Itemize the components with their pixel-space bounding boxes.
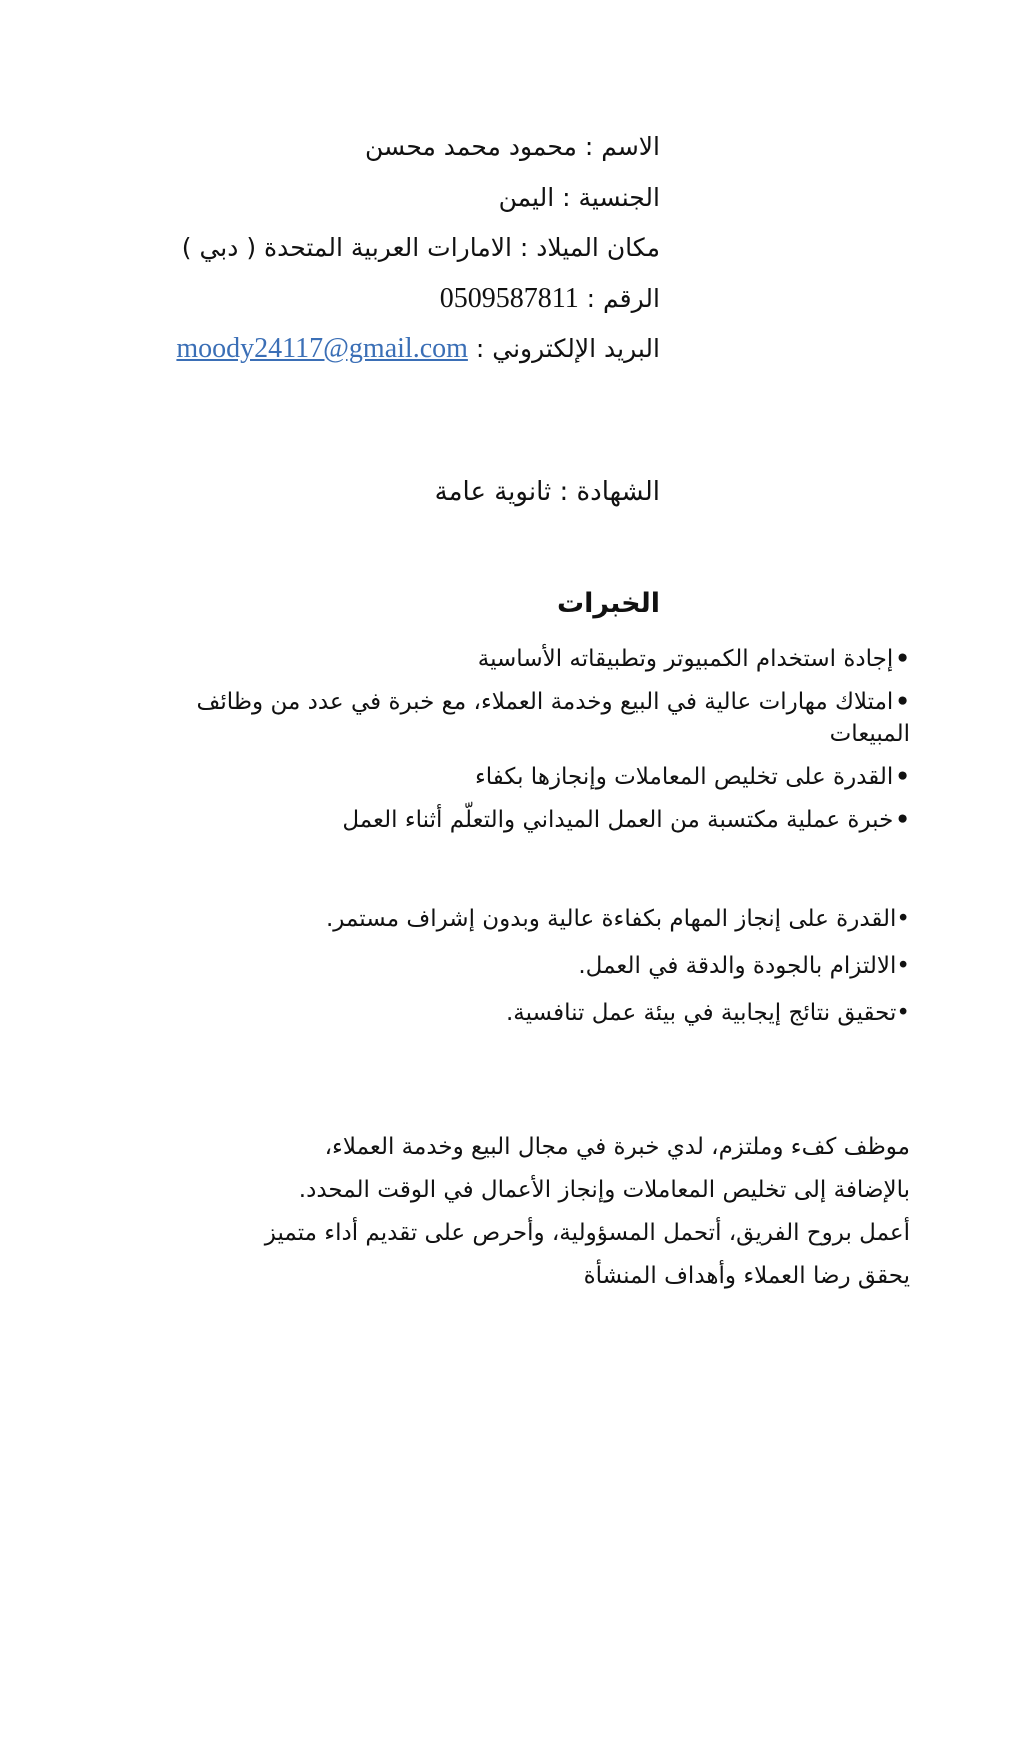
experience-list — [120, 643, 910, 847]
nationality-row — [120, 173, 660, 224]
list-item-text: امتلاك مهارات عالية في البيع وخدمة العملاء، مع خبرة في عدد من وظائف المبيعات — [196, 689, 910, 747]
certificate-value: ثانوية عامة — [434, 477, 552, 507]
birthplace-row — [120, 223, 660, 274]
bullet-icon: • — [896, 953, 910, 979]
bullet-icon: • — [896, 906, 910, 932]
list-item — [120, 997, 910, 1029]
personal-info — [120, 122, 660, 375]
list-item — [120, 686, 910, 750]
name-label: الاسم — [601, 132, 660, 161]
birthplace-value: الامارات العربية المتحدة ( دبي ) — [181, 233, 512, 262]
list-item-text: الالتزام بالجودة والدقة في العمل. — [578, 953, 897, 979]
phone-value: 0509587811 — [439, 282, 579, 314]
certificate-label: الشهادة — [576, 477, 660, 507]
list-item-text: تحقيق نتائج إيجابية في بيئة عمل تنافسية. — [505, 1000, 897, 1026]
list-item — [120, 903, 910, 935]
experience-list-secondary — [120, 903, 910, 1044]
certificate-separator: : — [551, 477, 577, 507]
nationality-label: الجنسية — [578, 182, 660, 212]
email-link[interactable]: moody24117@gmail.com — [176, 333, 468, 364]
list-item — [120, 643, 910, 675]
phone-label: الرقم — [603, 283, 660, 313]
email-label: البريد الإلكتروني — [492, 334, 660, 363]
summary-paragraph — [150, 1131, 910, 1303]
bullet-icon: • — [895, 764, 910, 790]
list-item-text: خبرة عملية مكتسبة من العمل الميداني والتعلّم أثناء العمل — [342, 807, 894, 833]
bullet-icon: • — [896, 1000, 910, 1026]
list-item-text: القدرة على إنجاز المهام بكفاءة عالية وبدون إشراف مستمر. — [326, 906, 897, 932]
certificate-row — [120, 472, 660, 512]
phone-row — [120, 274, 660, 325]
summary-line: أعمل بروح الفريق، أتحمل المسؤولية، وأحرص على تقديم أداء متميز — [264, 1220, 910, 1246]
nationality-separator: : — [554, 182, 579, 212]
list-item — [120, 761, 910, 793]
list-item-text: القدرة على تخليص المعاملات وإنجازها بكفاء — [474, 764, 894, 790]
list-item — [120, 950, 910, 982]
birthplace-separator: : — [511, 233, 537, 262]
name-separator: : — [576, 132, 602, 161]
email-row — [120, 324, 660, 375]
email-separator: : — [467, 334, 493, 363]
nationality-value: اليمن — [498, 182, 555, 212]
list-item-text: إجادة استخدام الكمبيوتر وتطبيقاته الأساسية — [477, 646, 894, 672]
bullet-icon: • — [895, 807, 910, 833]
birthplace-label: مكان الميلاد — [536, 233, 660, 262]
bullet-icon: • — [895, 646, 910, 672]
summary-line: بالإضافة إلى تخليص المعاملات وإنجاز الأعمال في الوقت المحدد. — [298, 1177, 910, 1203]
phone-separator: : — [578, 283, 604, 313]
bullet-icon: • — [895, 689, 910, 715]
name-value: محمود محمد محسن — [364, 132, 577, 161]
experience-title: الخبرات — [556, 588, 660, 619]
summary-line: يحقق رضا العملاء وأهداف المنشأة — [583, 1263, 910, 1289]
summary-line: موظف كفء وملتزم، لدي خبرة في مجال البيع وخدمة العملاء، — [324, 1134, 910, 1160]
name-row — [120, 122, 660, 173]
list-item — [120, 804, 910, 836]
